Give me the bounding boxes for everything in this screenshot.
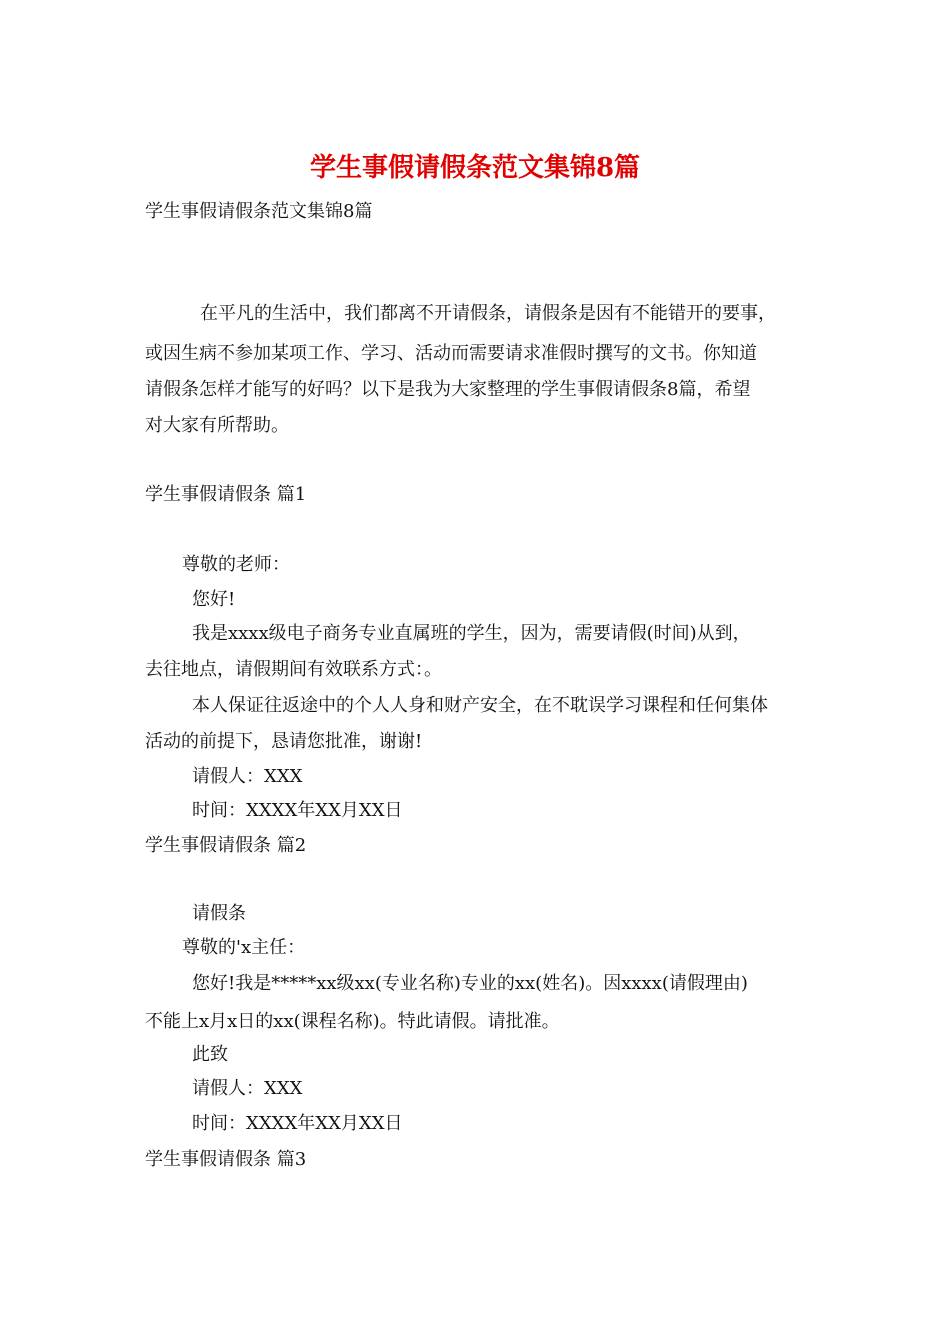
intro-line-2: 或因生病不参加某项工作、学习、活动而需要请求准假时撰写的文书。你知道 xyxy=(145,343,757,364)
section-2-body-line-2: 不能上x月x日的xx(课程名称)。特此请假。请批准。 xyxy=(145,1011,560,1032)
section-1-body-2-line-1: 本人保证往返途中的个人人身和财产安全，在不耽误学习课程和任何集体 xyxy=(192,695,768,716)
section-1-greeting: 您好! xyxy=(192,589,236,610)
section-2-closing: 此致 xyxy=(192,1044,228,1065)
section-2-signer: 请假人：XXX xyxy=(192,1078,303,1099)
section-1-signer: 请假人：XXX xyxy=(192,766,303,787)
section-3-heading: 学生事假请假条 篇3 xyxy=(145,1149,307,1170)
section-2-salutation: 尊敬的'x主任： xyxy=(182,937,306,958)
section-2-label: 请假条 xyxy=(192,903,246,924)
document-subtitle: 学生事假请假条范文集锦8篇 xyxy=(145,201,373,222)
intro-line-1: 在平凡的生活中，我们都离不开请假条，请假条是因有不能错开的要事， xyxy=(200,303,776,324)
intro-line-3: 请假条怎样才能写的好吗？以下是我为大家整理的学生事假请假条8篇，希望 xyxy=(145,379,751,400)
section-2-heading: 学生事假请假条 篇2 xyxy=(145,835,307,856)
section-1-body-2-line-2: 活动的前提下，恳请您批准，谢谢! xyxy=(145,731,423,752)
intro-line-4: 对大家有所帮助。 xyxy=(145,415,289,436)
section-1-date: 时间：XXXX年XX月XX日 xyxy=(192,800,403,821)
document-title: 学生事假请假条范文集锦8篇 xyxy=(309,153,641,183)
section-1-body-1-line-2: 去往地点，请假期间有效联系方式：。 xyxy=(145,659,442,680)
section-1-salutation: 尊敬的老师： xyxy=(182,554,290,575)
section-2-body-line-1: 您好!我是*****xx级xx(专业名称)专业的xx(姓名)。因xxxx(请假理由) xyxy=(192,973,748,994)
section-1-heading: 学生事假请假条 篇1 xyxy=(145,484,307,505)
section-2-date: 时间：XXXX年XX月XX日 xyxy=(192,1113,403,1134)
section-1-body-1-line-1: 我是xxxx级电子商务专业直属班的学生，因为，需要请假(时间)从到， xyxy=(192,623,751,644)
